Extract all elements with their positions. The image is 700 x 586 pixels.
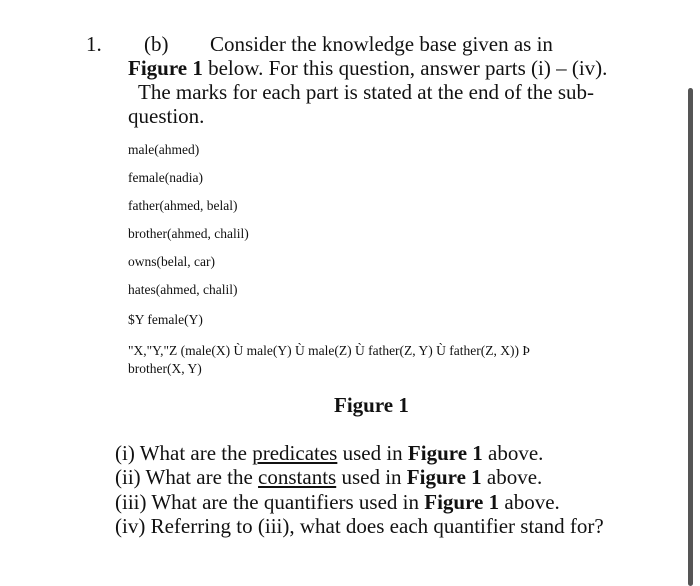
- kb-fact-female: female(nadia): [128, 170, 203, 185]
- keyword-constants: constants: [258, 465, 337, 489]
- kb-universal-rule-line-2: brother(X, Y): [128, 361, 202, 376]
- question-intro-line-1: Consider the knowledge base given as in: [210, 32, 553, 56]
- kb-existential-rule: $Y female(Y): [128, 312, 203, 327]
- figure-reference: Figure 1: [128, 56, 203, 80]
- question-number: 1.: [86, 32, 102, 56]
- kb-fact-male: male(ahmed): [128, 142, 200, 157]
- kb-fact-hates: hates(ahmed, chalil): [128, 282, 238, 297]
- question-intro-text: below. For this question, answer parts (i) – (iv).: [202, 56, 608, 80]
- kb-fact-owns: owns(belal, car): [128, 254, 215, 269]
- question-intro-line-4: question.: [128, 104, 205, 128]
- question-intro-line-3: The marks for each part is stated at the end of the sub-: [138, 80, 595, 104]
- figure-reference: Figure 1: [406, 465, 482, 489]
- subquestion-i: (i) What are the predicates used in Figure 1 above.: [115, 441, 544, 465]
- figure-reference: Figure 1: [424, 490, 500, 514]
- subquestion-ii: (ii) What are the constants used in Figure 1 above.: [115, 465, 543, 489]
- figure-reference: Figure 1: [407, 441, 483, 465]
- figure-caption: Figure 1: [334, 393, 409, 417]
- subquestion-iv: (iv) Referring to (iii), what does each quantifier stand for?: [115, 514, 604, 538]
- question-intro-line-2: [128, 56, 607, 80]
- kb-universal-rule-line-1: "X,"Y,"Z (male(X) Ù male(Y) Ù male(Z) Ù father(Z, Y) Ù father(Z, X)) Þ: [128, 343, 530, 358]
- keyword-predicates: predicates: [252, 441, 338, 465]
- question-part: (b): [144, 32, 169, 56]
- kb-fact-father: father(ahmed, belal): [128, 198, 238, 213]
- subquestion-iii: (iii) What are the quantifiers used in Figure 1 above.: [115, 490, 560, 514]
- vertical-scrollbar[interactable]: [688, 88, 693, 586]
- kb-fact-brother: brother(ahmed, chalil): [128, 226, 249, 241]
